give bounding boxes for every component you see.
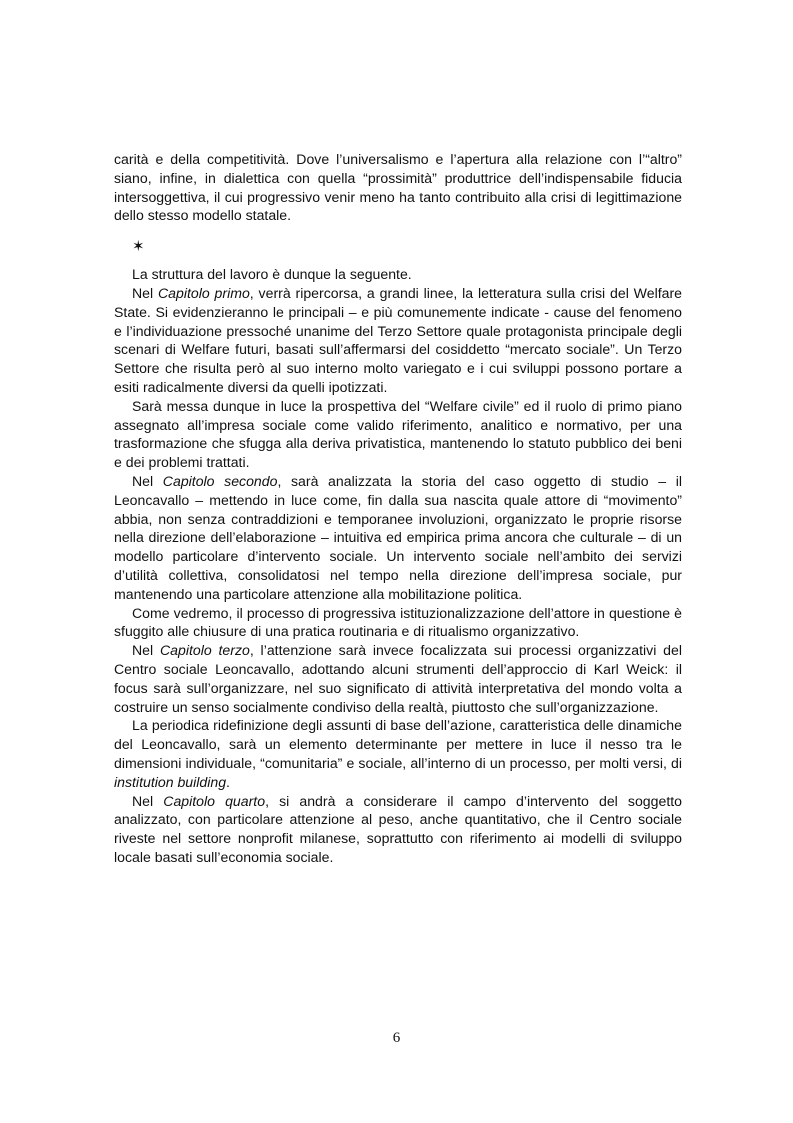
chapter-four-text: , si andrà a considerare il campo d’intervento del soggetto analizzato, con particolare attenzione al peso, anche quantitativo, che il Centro sociale riveste nel settore nonprofit milanese, soprattutto con riferimento ai modelli di sviluppo locale basati sull’economia sociale. [114,792,682,865]
paragraph-institutionalization: Come vedremo, il processo di progressiva istituzionalizzazione dell’attore in questione è sfuggito alle chiusure di una pratica routinaria e di ritualismo organizzativo. [114,604,682,640]
chapter-two-title: Capitolo secondo [162,472,278,489]
chapter-one-text: , verrà ripercorsa, a grandi linee, la letteratura sulla crisi del Welfare State. Si evidenzieranno le principali – e più comunemente indicate - cause del fenomeno e l’individuazione pressoché unanime del Terzo Settore quale protagonista principale degli scenari di Welfare futuri, basati sull’affermarsi del cosiddetto “mercato sociale”. Un Terzo Settore che risulta però al suo interno molto variegato e i cui sviluppi possono portare a esiti radicalmente diversi da quelli ipotizzati. [114,284,682,395]
chapter-one-title: Capitolo primo [158,284,250,301]
paragraph-chapter-two [114,472,682,604]
paragraph-redefinition [114,716,682,791]
page-number: 6 [392,1030,401,1046]
chapter-three-text: , l’attenzione sarà invece focalizzata sui processi organizzativi del Centro sociale Leoncavallo, adottando alcuni strumenti dell’approccio di Karl Weick: il focus sarà sull’organizzare, nel suo significato di attività interpretativa del mondo volta a costruire un senso socialmente condiviso della realtà, piuttosto che sull’organizzazione. [114,642,682,715]
chapter-two-text: , sarà analizzata la storia del caso oggetto di studio – il Leoncavallo – mettendo in luce come, fin dalla sua nascita quale attore di “movimento” abbia, non senza contraddizioni e temporanee involuzioni, organizzato le proprie risorse nella direzione dell’elaborazione – intuitiva ed empirica prima ancora che culturale – di un modello particolare d’intervento sociale. Un intervento sociale nell’ambito dei servizi d’utilità collettiva, consolidatosi nel tempo nella direzione dell’impresa sociale, pur mantenendo una particolare attenzione alla mobilitazione politica. [114,472,682,602]
paragraph-structure-intro: La struttura del lavoro è dunque la seguente. [132,266,412,283]
chapter-one-pre: Nel [132,284,158,301]
chapter-four-pre: Nel [132,792,164,809]
paragraph-intro-continuation: carità e della competitività. Dove l’universalismo e l’apertura alla relazione con l’“altro” siano, infine, in dialettica con quella “prossimità” produttrice dell’indispensabile fiducia intersoggettiva, il cui progressivo venir meno ha tanto contribuito alla crisi di legittimazione dello stesso modello statale. [114,151,682,224]
chapter-three-title: Capitolo terzo [159,642,250,659]
institution-building-term: institution building [114,773,227,790]
paragraph-welfare-civile: Sarà messa dunque in luce la prospettiva del “Welfare civile” ed il ruolo di primo piano assegnato all’impresa sociale come valido riferimento, analitico e normativo, per una trasformazione che sfugga alla deriva privatistica, mantenendo lo statuto pubblico dei beni e dei problemi trattati. [114,397,682,471]
chapter-four-title: Capitolo quarto [163,792,266,809]
section-separator-asterisk: ✶ [132,237,145,256]
chapter-two-pre: Nel [132,472,163,489]
paragraph-chapter-four [114,792,682,867]
redefinition-text: La periodica ridefinizione degli assunti di base dell’azione, caratteristica delle dinamiche del Leoncavallo, sarà un elemento determinante per mettere in luce il nesso tra le dimensioni individuale, “comunitaria” e sociale, all’interno di un processo, per molti versi, di [114,717,682,771]
redefinition-end: . [226,773,230,790]
paragraph-chapter-one [114,284,682,397]
chapter-three-pre: Nel [132,642,160,659]
paragraph-chapter-three [114,641,682,716]
document-body [114,150,682,867]
